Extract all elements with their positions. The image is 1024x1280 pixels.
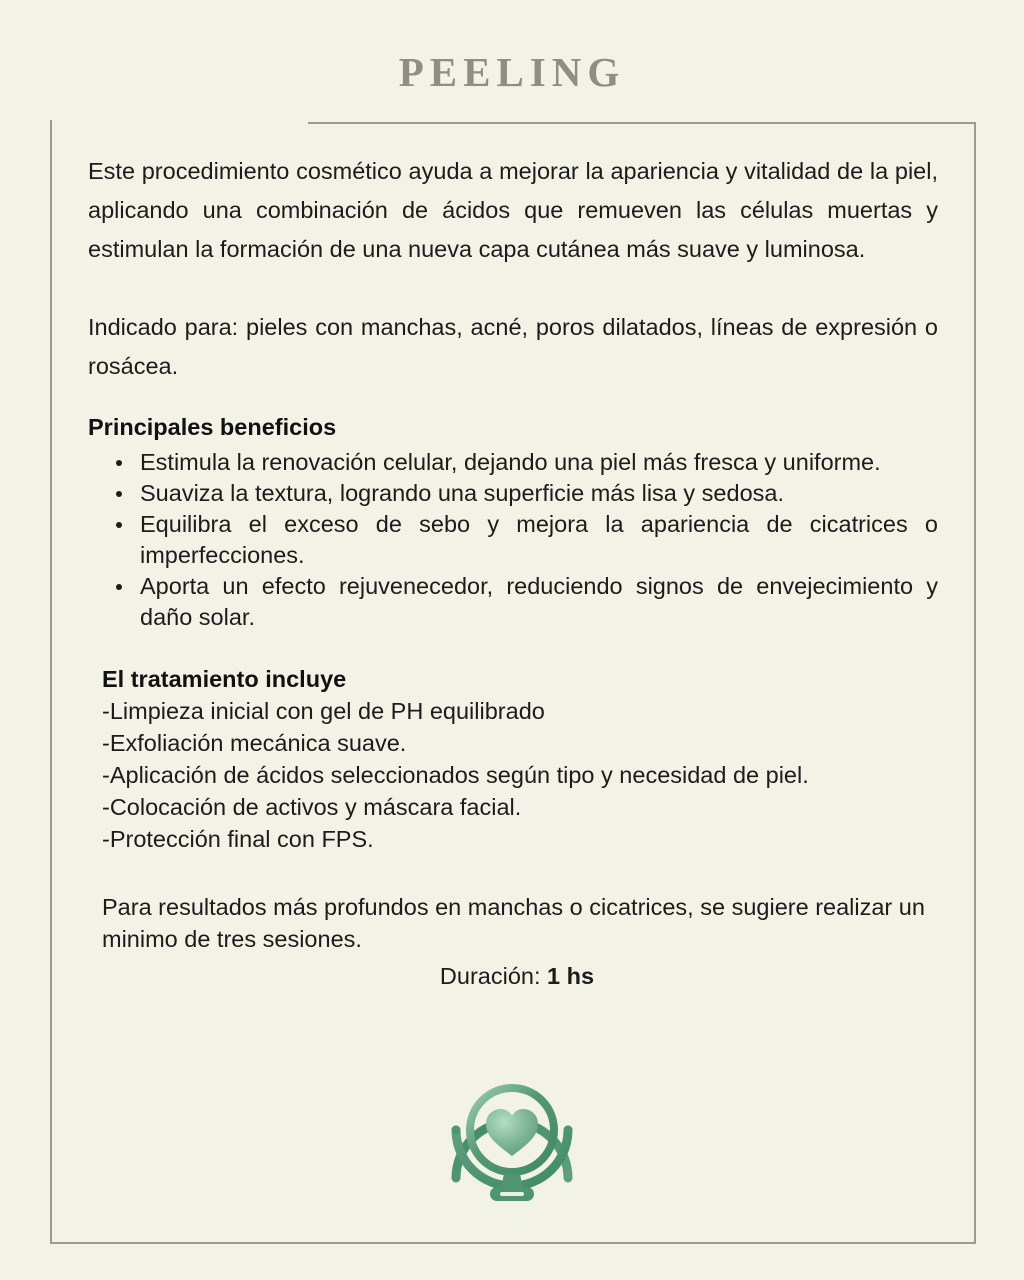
duration-value: 1 hs [547, 963, 595, 989]
list-item: Equilibra el exceso de sebo y mejora la apariencia de cicatrices o imperfecciones. [126, 509, 938, 571]
mirror-pivot-left-icon [452, 1126, 461, 1135]
treatment-step: -Exfoliación mecánica suave. [102, 730, 407, 756]
header [0, 0, 1024, 124]
frame-top-rule [308, 122, 976, 124]
treatment-step: -Protección final con FPS. [102, 826, 374, 852]
mirror-with-heart-icon [442, 1082, 582, 1207]
treatment-heading: El tratamiento incluye [102, 666, 347, 692]
treatment-step: -Limpieza inicial con gel de PH equilibrado [102, 698, 545, 724]
benefits-section [88, 408, 938, 633]
list-item: Aporta un efecto rejuvenecedor, reduciendo signos de envejecimiento y daño solar. [126, 571, 938, 633]
document-body [88, 152, 938, 992]
frame-left-border [50, 120, 52, 1244]
list-item: Suaviza la textura, logrando una superficie más lisa y sedosa. [126, 478, 938, 509]
closing-section [102, 891, 957, 992]
benefits-list [88, 447, 938, 633]
page-title: PEELING [398, 49, 626, 95]
duration-label: Duración: [439, 963, 548, 989]
brand-logo [0, 1082, 1024, 1212]
benefits-heading: Principales beneficios [88, 414, 337, 440]
mirror-base-slot-icon [500, 1192, 524, 1196]
intro-paragraph: Este procedimiento cosmético ayuda a mejorar la apariencia y vitalidad de la piel, aplicando una combinación de ácidos que remueven las células muertas y estimulan la formación de una nueva capa cutánea más suave y luminosa. [88, 158, 938, 262]
frame-right-border [974, 122, 976, 1244]
indication-paragraph: Indicado para: pieles con manchas, acné, poros dilatados, líneas de expresión o rosácea. [88, 314, 938, 379]
duration-line [102, 960, 932, 992]
mirror-pivot-right-icon [564, 1126, 573, 1135]
heart-icon [486, 1109, 538, 1156]
mirror-stem-icon [501, 1174, 523, 1188]
frame-bottom-border [50, 1242, 976, 1244]
treatment-step: -Aplicación de ácidos seleccionados según tipo y necesidad de piel. [102, 762, 809, 788]
list-item: Estimula la renovación celular, dejando una piel más fresca y uniforme. [126, 447, 938, 478]
treatment-step: -Colocación de activos y máscara facial. [102, 794, 522, 820]
closing-note: Para resultados más profundos en manchas o cicatrices, se sugiere realizar un minimo de tres sesiones. [102, 894, 925, 952]
treatment-section [102, 663, 938, 855]
